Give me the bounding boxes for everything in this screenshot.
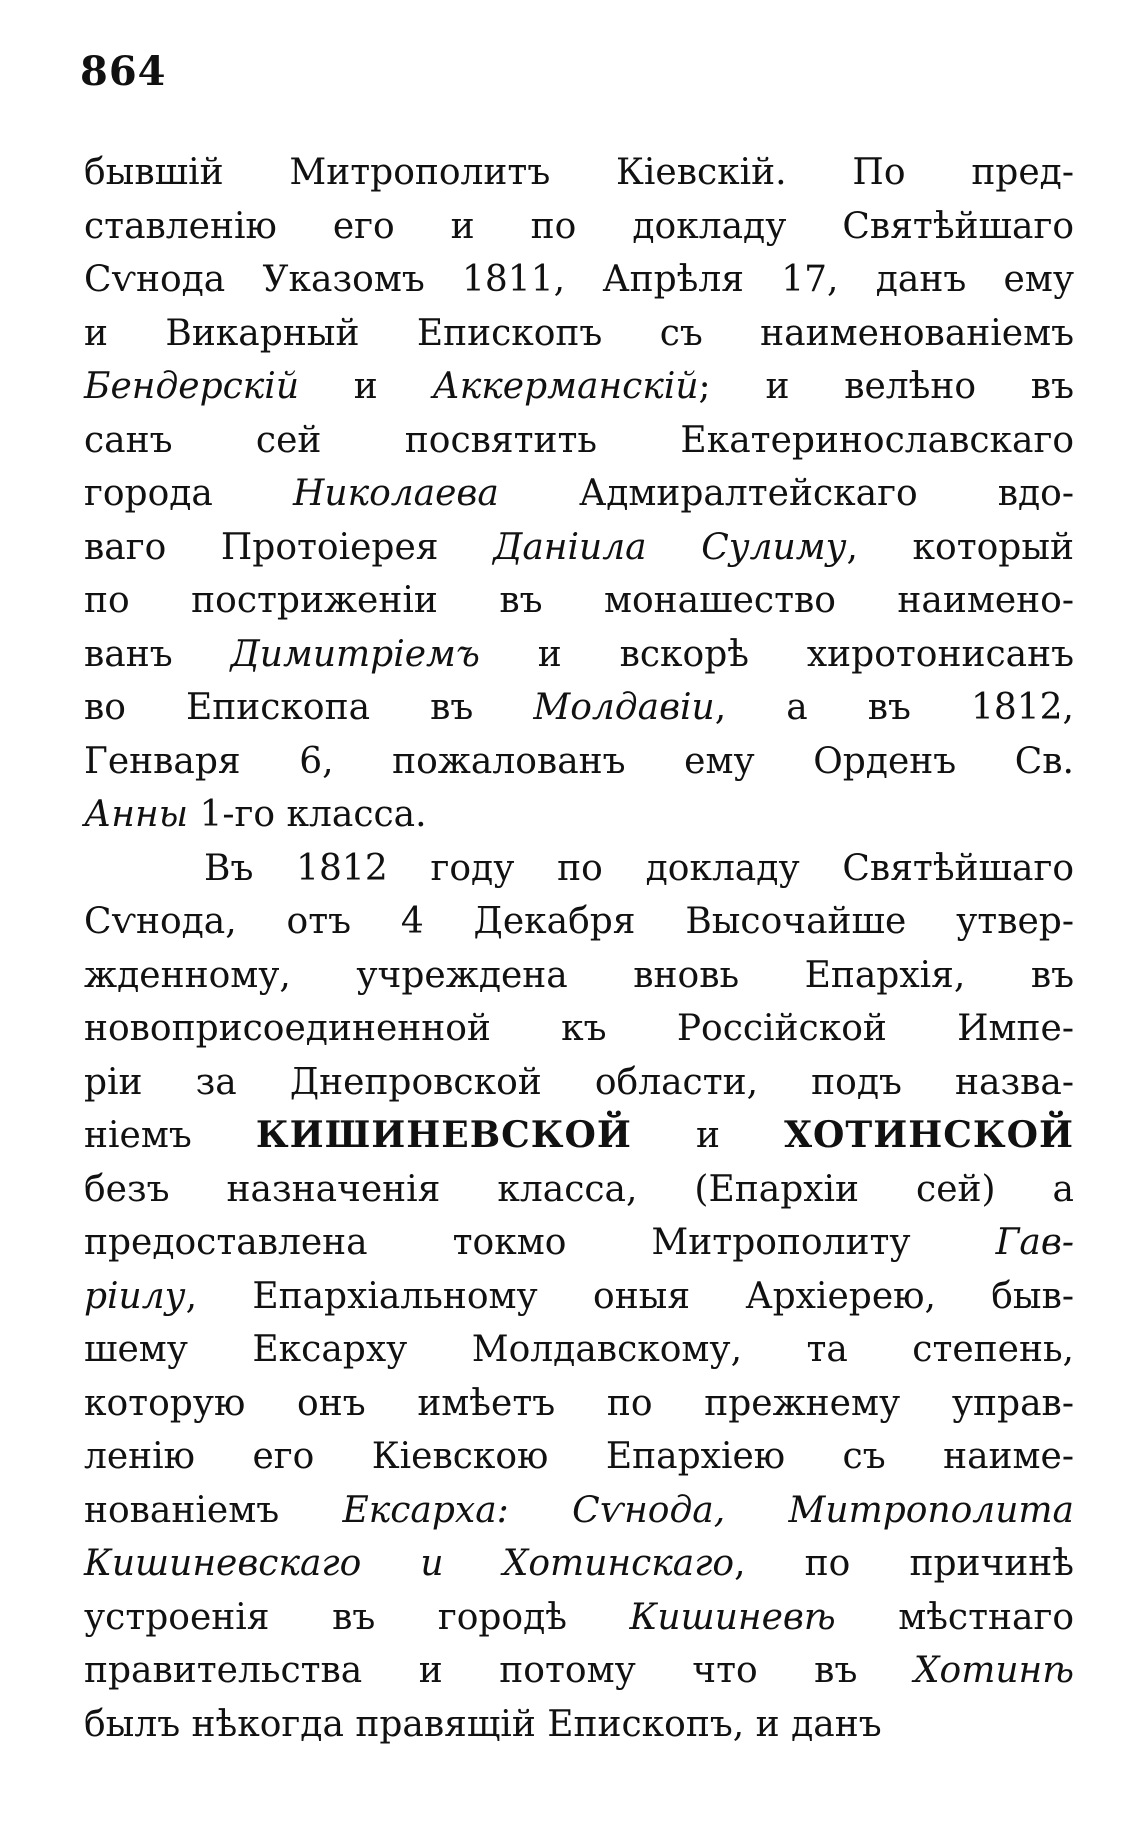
text-line [84, 735, 1074, 789]
text-run: Генваря 6, пожалованъ ему Орденъ Св. [84, 740, 1074, 782]
text-line [84, 788, 1074, 842]
text-run: ленію его Кіевскою Епархіею съ наиме- [84, 1436, 1074, 1477]
text-line [84, 1163, 1074, 1217]
text-run: ваго Протоіерея [84, 526, 494, 568]
text-line [84, 1323, 1074, 1377]
text-line [84, 1430, 1074, 1484]
text-line [84, 467, 1074, 521]
text-line [84, 895, 1074, 949]
text-line [84, 521, 1074, 575]
text-run: правительства и потому что въ [84, 1650, 914, 1691]
text-line [84, 1537, 1074, 1591]
caps-name: КИШИНЕВСКОЙ [255, 1114, 632, 1156]
body-text [84, 146, 1074, 1751]
text-line [84, 146, 1074, 200]
text-run: , Епархіальному оныя Архіерею, быв- [185, 1275, 1074, 1317]
text-line [84, 1216, 1074, 1270]
text-line [84, 360, 1074, 414]
text-run: безъ назначенія класса, (Епархіи сей) а [84, 1168, 1074, 1210]
text-line [84, 1698, 1074, 1752]
italic-name: Бендерскій [84, 366, 299, 407]
text-run: которую онъ имѣетъ по прежнему управ- [84, 1382, 1074, 1424]
text-line [84, 1056, 1074, 1110]
text-run: , который [846, 526, 1074, 568]
text-run: предоставлена токмо Митрополиту [84, 1222, 996, 1263]
text-run: мѣстнаго [835, 1596, 1074, 1638]
italic-name: Гав- [995, 1222, 1074, 1263]
text-run: санъ сей посвятить Екатеринославскаго [84, 419, 1074, 461]
text-run: шему Ексарху Молдавскому, та степень, [84, 1329, 1074, 1370]
text-line [84, 253, 1074, 307]
paragraph [84, 842, 1074, 1752]
text-line [84, 307, 1074, 361]
caps-name: ХОТИНСКОЙ [784, 1114, 1074, 1156]
italic-name: Аккерманскій [432, 366, 699, 407]
text-run: Сѵнода Указомъ 1811, Апрѣля 17, данъ ему [84, 259, 1074, 300]
italic-name: ріилу [84, 1275, 186, 1317]
text-line [84, 414, 1074, 468]
text-run: Сѵнода, отъ 4 Декабря Высочайше утвер- [84, 901, 1074, 942]
text-run: , по причинѣ [734, 1543, 1074, 1584]
text-line [84, 1377, 1074, 1431]
text-line [84, 681, 1074, 735]
italic-name: Ексарха: Сѵнода, Митрополита [342, 1489, 1074, 1531]
text-run: устроенія въ городѣ [84, 1596, 630, 1638]
text-run: нованіемъ [84, 1489, 343, 1531]
text-line [84, 1002, 1074, 1056]
italic-name: Анны [84, 794, 189, 835]
text-run: ставленію его и по докладу Святѣйшаго [84, 205, 1074, 247]
text-line [84, 574, 1074, 628]
text-line [84, 1591, 1074, 1645]
italic-name: Даніила Сулиму [493, 526, 847, 568]
text-run: ніемъ [84, 1115, 256, 1156]
italic-name: Кишиневѣ [629, 1596, 836, 1638]
text-run: новоприсоединенной къ Россійской Импе- [84, 1008, 1074, 1049]
text-run: ; и велѣно въ [698, 366, 1074, 407]
italic-name: Димитріемъ [230, 633, 480, 675]
text-line [84, 1484, 1074, 1538]
text-line [84, 200, 1074, 254]
text-run: ріи за Днепровской области, подъ назва- [84, 1061, 1074, 1103]
text-run: во Епископа въ [84, 687, 534, 728]
italic-name: Молдавіи [533, 687, 715, 728]
text-run: , а въ 1812, [714, 687, 1075, 728]
italic-name: Николаева [292, 473, 499, 514]
text-run: и [299, 366, 433, 407]
text-run: Въ 1812 году по докладу Святѣйшаго [204, 847, 1074, 889]
text-run: бывшій Митрополитъ Кіевскій. По пред- [84, 152, 1074, 193]
text-run: и вскорѣ хиротонисанъ [479, 633, 1074, 675]
text-run: и [631, 1115, 785, 1156]
text-line [84, 1270, 1074, 1324]
italic-name: Хотинѣ [913, 1650, 1074, 1691]
text-run: ванъ [84, 633, 231, 675]
text-run: Адмиралтейскаго вдо- [498, 473, 1074, 514]
text-line [84, 628, 1074, 682]
text-line [84, 1109, 1074, 1163]
page-number: 864 [80, 48, 167, 95]
text-run: жденному, учреждена вновь Епархія, въ [84, 954, 1074, 996]
paragraph [84, 146, 1074, 842]
text-run: 1-го класса. [188, 794, 427, 835]
text-run: по постриженіи въ монашество наимено- [84, 580, 1074, 621]
italic-name: Кишиневскаго и Хотинскаго [84, 1543, 735, 1584]
text-line [84, 949, 1074, 1003]
text-line [84, 842, 1074, 896]
text-run: и Викарный Епископъ съ наименованіемъ [84, 312, 1074, 354]
text-run: города [84, 473, 293, 514]
text-run: былъ нѣкогда правящій Епископъ, и данъ [84, 1703, 882, 1745]
text-line [84, 1644, 1074, 1698]
